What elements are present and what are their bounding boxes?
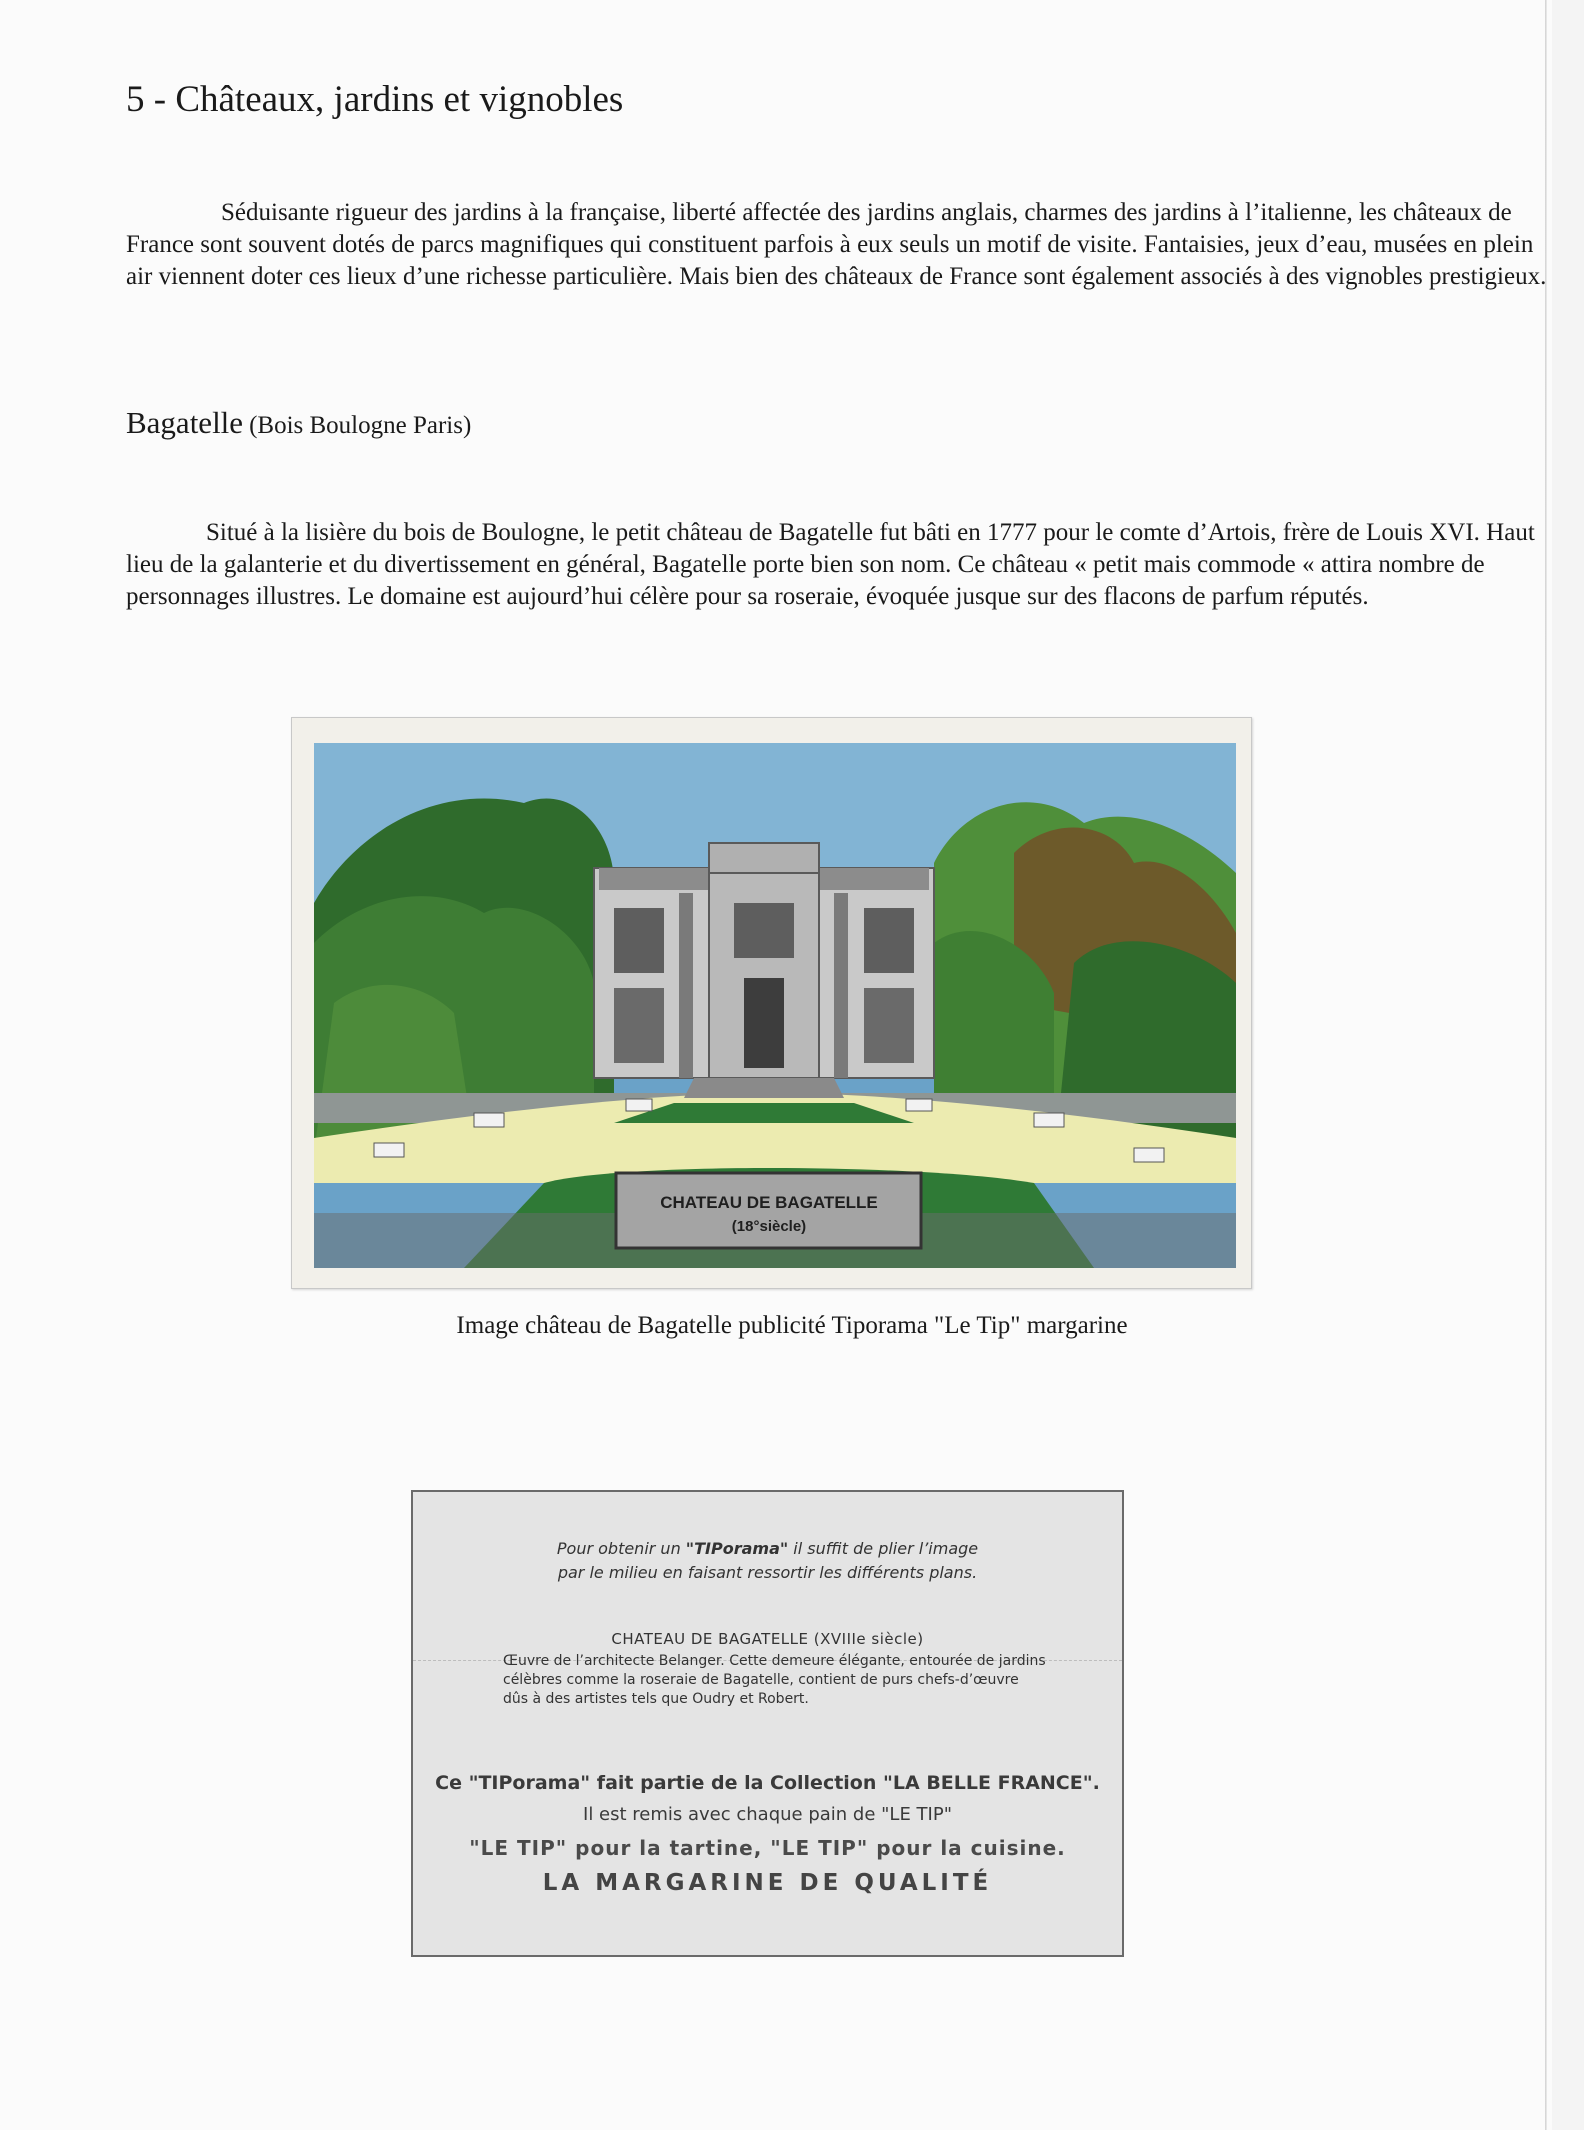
page-edge <box>1545 0 1547 2130</box>
bagatelle-title: Bagatelle <box>126 405 244 440</box>
instruction-text <box>413 1537 1122 1585</box>
tiporama-back-card <box>411 1490 1124 1957</box>
section-title: 5 - Châteaux, jardins et vignobles <box>126 79 624 120</box>
instruction-pre: Pour obtenir un <box>556 1539 686 1558</box>
instruction-post: il suffit de plier l’image <box>788 1539 979 1558</box>
chateau-sign <box>616 1173 921 1248</box>
remis-line: Il est remis avec chaque pain de "LE TIP" <box>583 1804 952 1825</box>
bagatelle-location: (Bois Boulogne Paris) <box>249 412 472 439</box>
tartine-line: "LE TIP" pour la tartine, "LE TIP" pour la cuisine. <box>469 1836 1066 1860</box>
chateau-title: CHATEAU DE BAGATELLE (XVIIIe siècle) <box>611 1630 924 1648</box>
intro-text: Séduisante rigueur des jardins à la française, liberté affectée des jardins anglais, charmes des jardins à l’italienne, les châteaux de France sont souvent dotés de parcs magnifiques qui constituent parfois à eux seuls un motif de visite. Fantaisies, jeux d’eau, musées en plein air viennent doter ces lieux d’une richesse particulière. Mais bien des châteaux de France sont également associés à des vignobles prestigieux. <box>126 199 1547 290</box>
bagatelle-heading <box>126 405 471 441</box>
intro-paragraph <box>126 197 1556 293</box>
bagatelle-paragraph <box>126 517 1556 613</box>
image-caption: Image château de Bagatelle publicité Tiporama "Le Tip" margarine <box>456 1312 1128 1339</box>
sign-line2: (18°siècle) <box>731 1218 807 1235</box>
bagatelle-text: Situé à la lisière du bois de Boulogne, le petit château de Bagatelle fut bâti en 1777 pour le comte d’Artois, frère de Louis XVI. Haut lieu de la galanterie et du divertissement en général, Bagatelle porte bien son nom. Ce château « petit mais commode « attira nombre de personnages illustres. Le domaine est aujourd’hui célère pour sa roseraie, évoquée jusque sur des flacons de parfum réputés. <box>126 519 1535 610</box>
qualite-line: LA MARGARINE DE QUALITÉ <box>542 1870 993 1896</box>
chateau-illustration-card <box>291 717 1252 1289</box>
instruction-line2: par le milieu en faisant ressortir les différents plans. <box>557 1563 978 1582</box>
chateau-description: Œuvre de l’architecte Belanger. Cette demeure élégante, entourée de jardins célèbres comme la roseraie de Bagatelle, contient de purs chefs-d’œuvre dûs à des artistes tels que Oudry et Robert. <box>503 1653 1046 1707</box>
sign-line1: CHATEAU DE BAGATELLE <box>660 1193 878 1212</box>
chateau-illustration <box>314 743 1236 1268</box>
instruction-brand: "TIPorama" <box>685 1539 789 1558</box>
chateau-building <box>594 843 934 1098</box>
page-margin <box>1552 0 1584 2130</box>
collection-line: Ce "TIPorama" fait partie de la Collection "LA BELLE FRANCE". <box>435 1772 1100 1794</box>
